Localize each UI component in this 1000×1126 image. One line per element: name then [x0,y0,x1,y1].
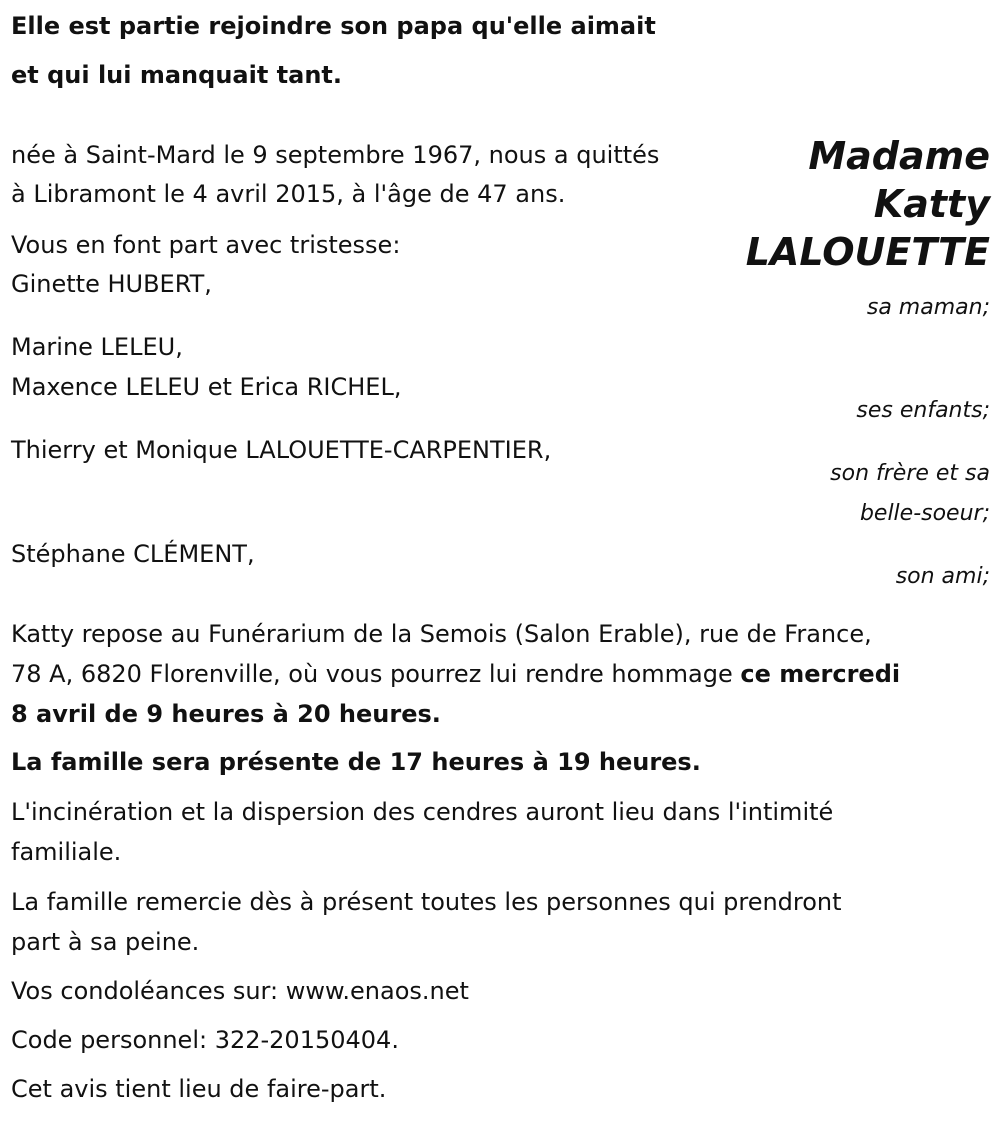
rest-line-2-text: 78 A, 6820 Florenville, où vous pourrez lui rendre hommage [11,660,741,688]
friend-relation: son ami; [895,564,990,589]
friend-name: Stéphane CLÉMENT, [11,540,255,568]
mother-name: Ginette HUBERT, [11,270,212,298]
family-present: La famille sera présente de 17 heures à 19 heures. [11,748,701,776]
rest-line-1: Katty repose au Funérarium de la Semois (Salon Erable), rue de France, [11,620,872,648]
intro-line-2: et qui lui manquait tant. [11,61,342,89]
thanks-line-2: part à sa peine. [11,928,200,956]
cremation-line-2: familiale. [11,838,122,866]
brother-name: Thierry et Monique LALOUETTE-CARPENTIER, [11,436,552,464]
cremation-line-1: L'incinération et la dispersion des cendres auront lieu dans l'intimité [11,798,834,826]
rest-line-3: 8 avril de 9 heures à 20 heures. [11,700,441,728]
announce-text: Vous en font part avec tristesse: [11,231,401,259]
intro-line-1: Elle est partie rejoindre son papa qu'elle aimait [11,12,656,40]
thanks-line-1: La famille remercie dès à présent toutes les personnes qui prendront [11,888,842,916]
mother-relation: sa maman; [866,295,990,320]
birth-line-1: née à Saint-Mard le 9 septembre 1967, nous a quittés [11,141,660,169]
deceased-last-name: LALOUETTE [745,230,990,274]
condolences-text: Vos condoléances sur: www.enaos.net [11,977,469,1005]
children-relation: ses enfants; [856,398,990,423]
brother-relation-2: belle-soeur; [859,501,990,526]
personal-code: Code personnel: 322-20150404. [11,1026,399,1054]
child-2-name: Maxence LELEU et Erica RICHEL, [11,373,402,401]
deceased-first-name: Katty [873,182,990,226]
brother-relation-1: son frère et sa [830,461,990,486]
rest-line-2 [11,654,900,694]
notice-text: Cet avis tient lieu de faire-part. [11,1075,387,1103]
rest-line-2-bold: ce mercredi [740,660,901,688]
child-1-name: Marine LELEU, [11,333,183,361]
deceased-title: Madame [808,134,990,178]
birth-line-2: à Libramont le 4 avril 2015, à l'âge de 47 ans. [11,180,566,208]
